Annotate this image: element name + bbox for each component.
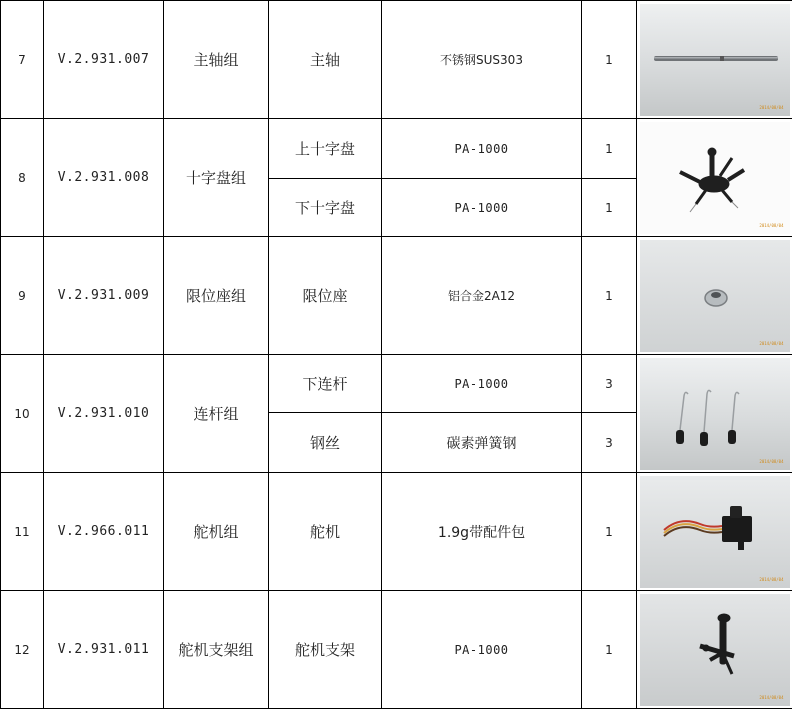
row-number: 10 — [1, 355, 44, 473]
part-code: V.2.931.008 — [44, 119, 164, 237]
part-name: 上十字盘 — [269, 119, 382, 179]
material: PA-1000 — [382, 591, 582, 709]
part-code: V.2.931.009 — [44, 237, 164, 355]
part-photo — [637, 119, 792, 237]
part-code: V.2.966.011 — [44, 473, 164, 591]
table-row — [1, 355, 792, 413]
group-name: 舵机支架组 — [164, 591, 269, 709]
material: 不锈钢SUS303 — [382, 1, 582, 119]
part-photo — [637, 1, 792, 119]
part-name: 钢丝 — [269, 413, 382, 473]
quantity: 1 — [582, 179, 637, 237]
part-name: 限位座 — [269, 237, 382, 355]
quantity: 3 — [582, 355, 637, 413]
part-name: 主轴 — [269, 1, 382, 119]
part-code: V.2.931.011 — [44, 591, 164, 709]
table-row — [1, 237, 792, 355]
part-name: 下连杆 — [269, 355, 382, 413]
part-name: 舵机 — [269, 473, 382, 591]
quantity: 1 — [582, 119, 637, 179]
material: 1.9g带配件包 — [382, 473, 582, 591]
table-row — [1, 1, 792, 119]
part-code: V.2.931.010 — [44, 355, 164, 473]
part-photo — [637, 473, 792, 591]
row-number: 9 — [1, 237, 44, 355]
table-row — [1, 591, 792, 709]
collar-ring-icon: 2014/08/04 — [640, 240, 790, 352]
part-code: V.2.931.007 — [44, 1, 164, 119]
swashplate-icon: 2014/08/04 — [640, 122, 790, 234]
part-photo — [637, 237, 792, 355]
group-name: 连杆组 — [164, 355, 269, 473]
quantity: 1 — [582, 1, 637, 119]
row-number: 8 — [1, 119, 44, 237]
servo-bracket-icon: 2014/08/04 — [640, 594, 790, 706]
quantity: 1 — [582, 237, 637, 355]
quantity: 3 — [582, 413, 637, 473]
part-name: 舵机支架 — [269, 591, 382, 709]
material: PA-1000 — [382, 119, 582, 179]
quantity: 1 — [582, 473, 637, 591]
material: 铝合金2A12 — [382, 237, 582, 355]
row-number: 11 — [1, 473, 44, 591]
row-number: 7 — [1, 1, 44, 119]
part-name: 下十字盘 — [269, 179, 382, 237]
group-name: 限位座组 — [164, 237, 269, 355]
material: 碳素弹簧钢 — [382, 413, 582, 473]
table-row — [1, 119, 792, 179]
material: PA-1000 — [382, 355, 582, 413]
group-name: 舵机组 — [164, 473, 269, 591]
quantity: 1 — [582, 591, 637, 709]
table-row — [1, 473, 792, 591]
part-photo — [637, 591, 792, 709]
linkage-rods-icon: 2014/08/04 — [640, 358, 790, 470]
spindle-rod-icon: 2014/08/04 — [640, 4, 790, 116]
group-name: 主轴组 — [164, 1, 269, 119]
part-photo — [637, 355, 792, 473]
group-name: 十字盘组 — [164, 119, 269, 237]
row-number: 12 — [1, 591, 44, 709]
servo-icon: 2014/08/04 — [640, 476, 790, 588]
material: PA-1000 — [382, 179, 582, 237]
